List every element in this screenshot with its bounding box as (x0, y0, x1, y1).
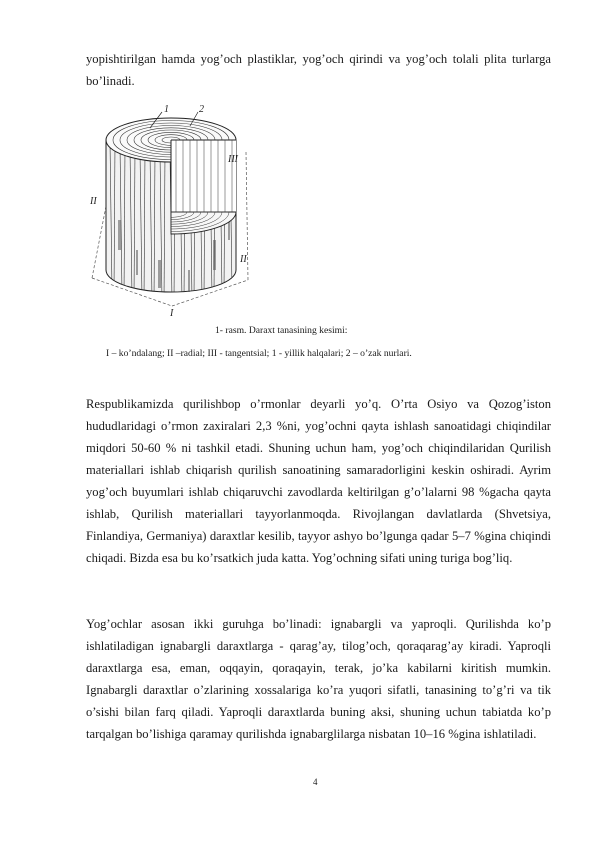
second-paragraph: Yog’ochlar asosan ikki guruhga bo’linadi: ignabargli va yaproqli. Qurilishda ko’p ishlatiladigan ignabargli daraxtlarga - qarag’ay, tilog’och, qoraqarag’ay kiradi. Yaproqli daraxtlarga esa, eman, oqqayin, qoraqayin, terak, jo’ka kabilarni kiritish mumkin. Ignabargli daraxtlar o’zlarining xossalariga ko’ra yuqori sifatli, tanasining to’g’ri va tik o’sishi bilan farq qiladi. Yaproqli daraxtlarda buning aksi, shuning uchun tabiatda ko’p tarqalgan bo’lishiga qaramay qurilishda ignabarglilarga nisbatan 10–16 %gina ishlatiladi. (86, 617, 551, 741)
label-transverse: I (170, 308, 174, 319)
label-radial-left: II (90, 196, 97, 207)
intro-paragraph: yopishtirilgan hamda yog’och plastiklar, yog’och qirindi va yog’och tolali plita turlarga bo’linadi. (86, 52, 551, 88)
trunk-illustration (88, 100, 258, 322)
label-annual-rings: 1 (164, 104, 169, 115)
label-radial-right: II (240, 254, 247, 265)
tree-trunk-cross-section-figure (88, 100, 258, 322)
figure-caption-legend: I – ko’ndalang; II –radial; III - tangentsial; 1 - yillik halqalari; 2 – o’zak nurlari. (106, 348, 412, 359)
page-number: 4 (313, 777, 318, 787)
figure-caption-title: 1- rasm. Daraxt tanasining kesimi: (215, 325, 348, 336)
label-tangential: III (228, 154, 238, 165)
label-medullary-rays: 2 (199, 104, 204, 115)
main-paragraph: Respublikamizda qurilishbop o’rmonlar deyarli yo’q. O’rta Osiyo va Qozog’iston hududlaridagi o’rmon zaxiralari 2,3 %ni, yog’ochni qayta ishlash sanoatidagi chiqindilar miqdori 50-60 % ni tashkil etadi. Shuning uchun ham, yog’och chiqindilaridan Qurilish materiallari ishlab chiqarish qurilish sanoatining samaradorligini keskin oshiradi. Ayrim yog’och buyumlari ishlab chiqaruvchi zavodlarda keltirilgan g’o’lalarni 98 %gacha qayta ishlab, Qurilish materiallari tayyorlanmoqda. Rivojlangan davlatlarda (Shvetsiya, Finlandiya, Germaniya) daraxtlar kesilib, tayyor ashyo bo’lgunga qadar 5–7 %gina chiqindi chiqadi. Bizda esa bu ko’rsatkich juda katta. Yog’ochning sifati uning turiga bog’liq. (86, 397, 551, 565)
